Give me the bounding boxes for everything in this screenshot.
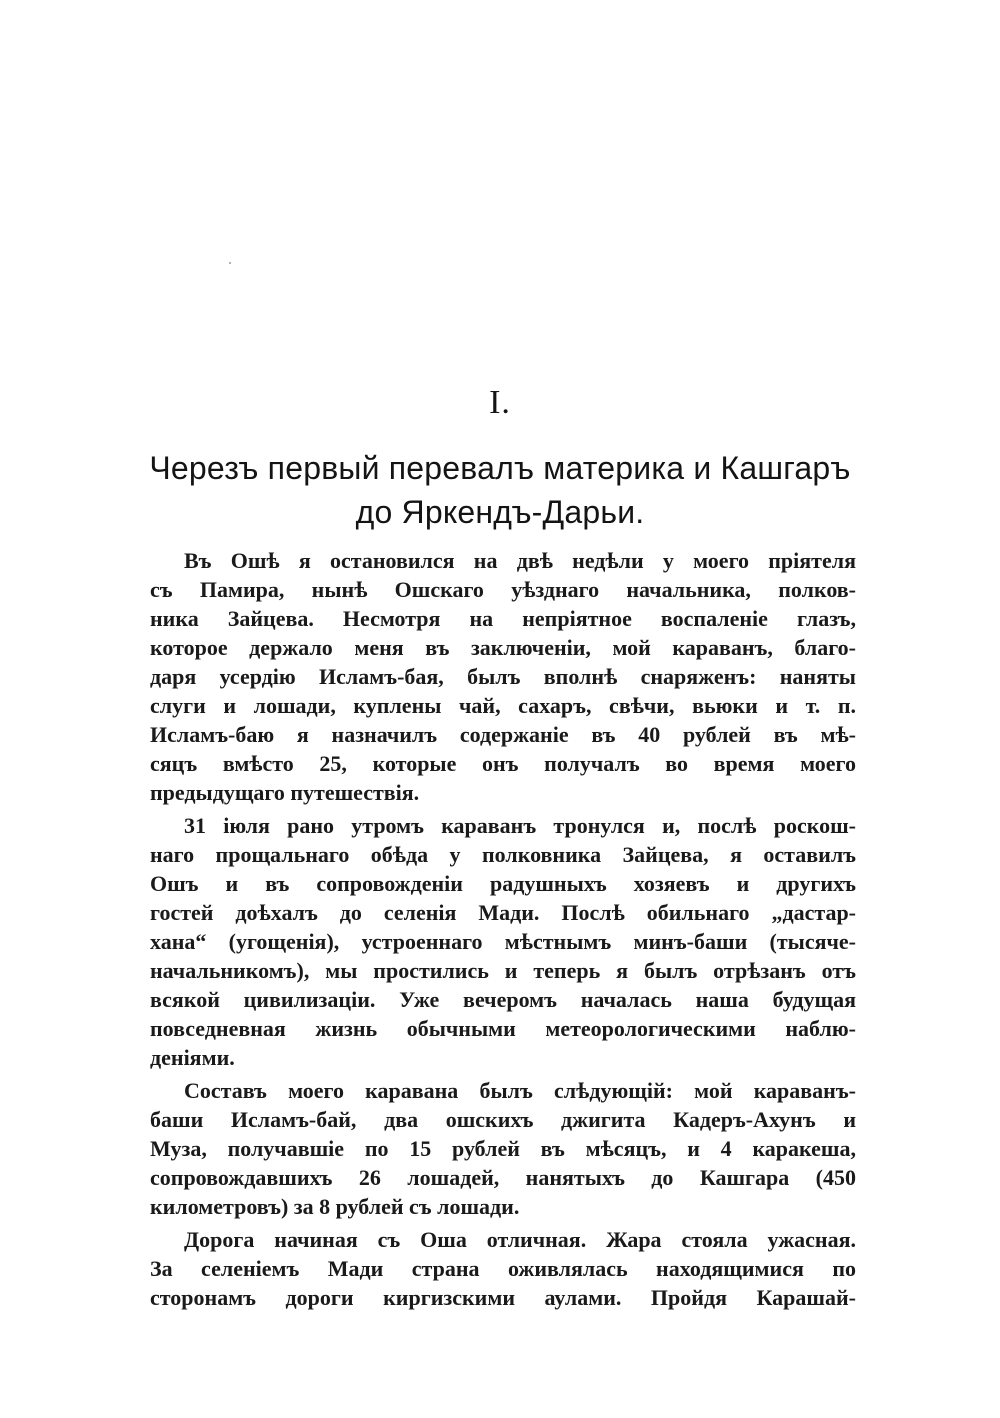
text-line: 31 іюля рано утромъ караванъ тронулся и, послѣ роскош- [184, 813, 856, 838]
text-line: сопровождавшихъ 26 лошадей, нанятыхъ до Кашгара (450 [150, 1165, 856, 1190]
chapter-title [120, 446, 880, 534]
text-line: За селеніемъ Мади страна оживлялась находящимися по [150, 1256, 856, 1281]
text-line: километровъ) за 8 рублей съ лошади. [150, 1194, 520, 1219]
text-line: Въ Ошѣ я остановился на двѣ недѣли у моего пріятеля [184, 548, 856, 573]
body-text [150, 546, 856, 1316]
text-line: слуги и лошади, куплены чай, сахаръ, свѣчи, вьюки и т. п. [150, 693, 856, 718]
paper-speck [229, 262, 231, 264]
text-line: деніями. [150, 1045, 235, 1070]
text-line: Муза, получавшіе по 15 рублей въ мѣсяцъ, и 4 каракеша, [150, 1136, 856, 1161]
text-line: баши Исламъ-бай, два ошскихъ джигита Кадеръ-Ахунъ и [150, 1107, 856, 1132]
paragraph-3 [150, 1076, 856, 1221]
chapter-title-line: Черезъ первый перевалъ материка и Кашгаръ [149, 450, 851, 486]
text-line: предыдущаго путешествія. [150, 780, 420, 805]
text-line: наго прощальнаго обѣда у полковника Зайцева, я оставилъ [150, 842, 856, 867]
paragraph-1 [150, 546, 856, 807]
text-line: Составъ моего каравана былъ слѣдующій: мой караванъ- [184, 1078, 856, 1103]
text-line: гостей доѣхалъ до селенія Мади. Послѣ обильнаго „дастар- [150, 900, 856, 925]
text-line: начальникомъ), мы простились и теперь я былъ отрѣзанъ отъ [150, 958, 856, 983]
text-line: сторонамъ дороги киргизскими аулами. Пройдя Карашай- [150, 1285, 856, 1310]
chapter-number: I. [489, 384, 511, 421]
text-line: даря усердію Исламъ-бая, былъ вполнѣ снаряженъ: наняты [150, 664, 856, 689]
text-line: съ Памира, нынѣ Ошскаго уѣзднаго начальника, полков- [150, 577, 856, 602]
text-line: повседневная жизнь обычными метеорологическими наблю- [150, 1016, 856, 1041]
text-line: Ошъ и въ сопровожденіи радушныхъ хозяевъ и другихъ [150, 871, 856, 896]
text-line: Дорога начиная съ Оша отличная. Жара стояла ужасная. [184, 1227, 856, 1252]
text-line: всякой цивилизаціи. Уже вечеромъ началась наша будущая [150, 987, 856, 1012]
paragraph-4 [150, 1225, 856, 1312]
text-line: ника Зайцева. Несмотря на непріятное воспаленіе глазъ, [150, 606, 856, 631]
paragraph-2 [150, 811, 856, 1072]
text-line: хана“ (угощенія), устроеннаго мѣстнымъ минъ-баши (тысяче- [150, 929, 856, 954]
text-line: которое держало меня въ заключеніи, мой караванъ, благо- [150, 635, 856, 660]
chapter-title-line: до Яркендъ-Дарьи. [355, 494, 645, 530]
text-line: Исламъ-баю я назначилъ содержаніе въ 40 рублей въ мѣ- [150, 722, 856, 747]
text-line: сяцъ вмѣсто 25, которые онъ получалъ во время моего [150, 751, 856, 776]
